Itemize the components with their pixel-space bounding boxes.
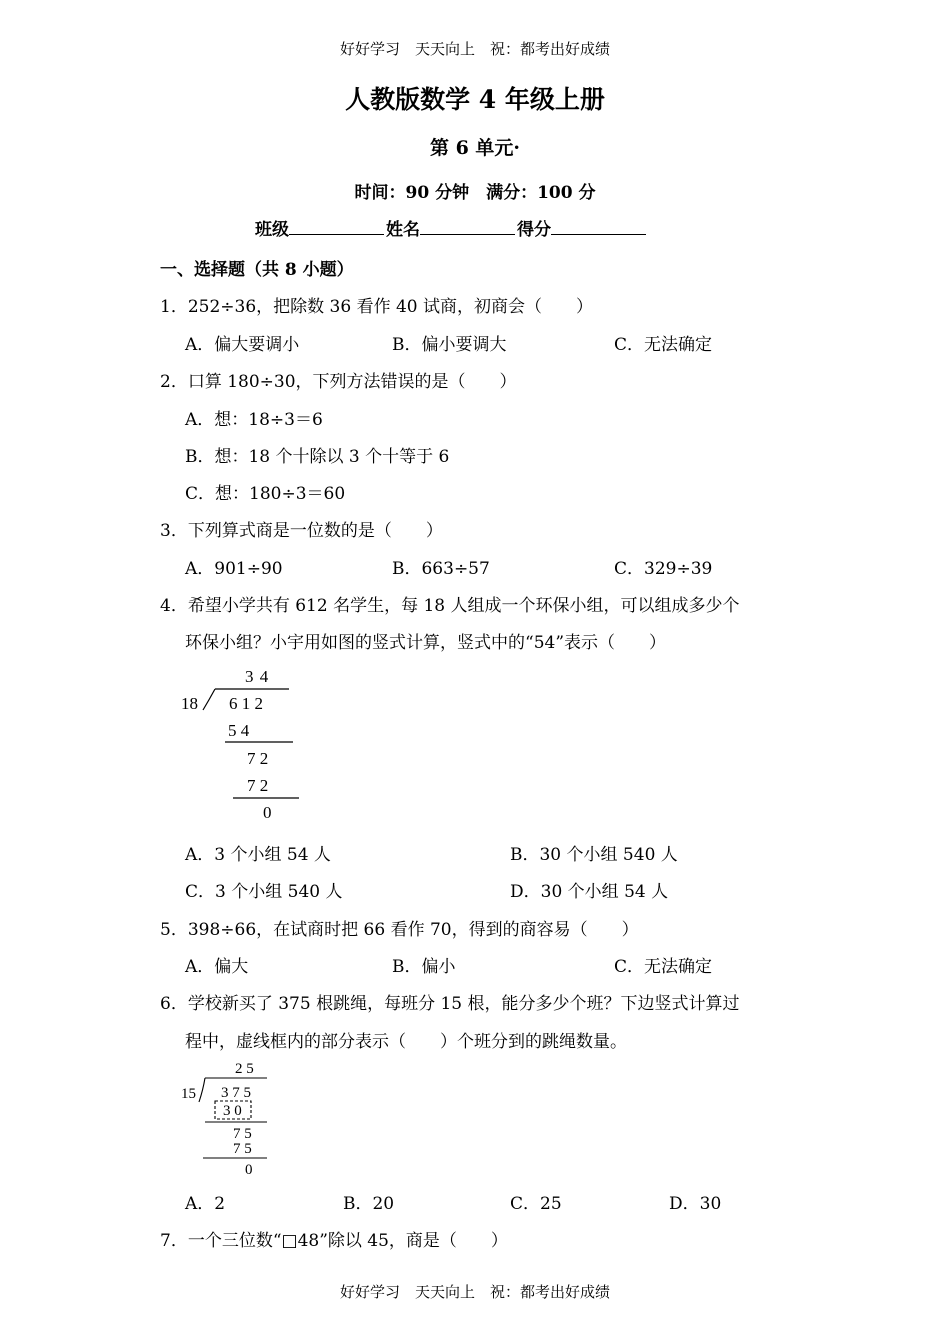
q6-option-b[interactable]: B．20 [343,1194,395,1214]
q3-option-a[interactable]: A．901÷90 [185,559,283,579]
score-label: 得分 [517,220,551,240]
q4-option-d[interactable]: D．30 个小组 54 人 [510,882,669,902]
name-blank[interactable] [420,218,515,235]
question-1: 1．252÷36，把除数 36 看作 40 试商，初商会（ ） [160,297,594,317]
q6-option-a[interactable]: A．2 [185,1194,226,1214]
q4-option-b[interactable]: B．30 个小组 540 人 [510,845,678,865]
q3-option-b[interactable]: B．663÷57 [392,559,490,579]
q5-option-c[interactable]: C．无法确定 [614,957,713,977]
q4-option-a[interactable]: A．3 个小组 54 人 [185,845,331,865]
q4-step-product-2: 7 2 [247,776,269,795]
class-blank[interactable] [289,218,384,235]
q6-option-d[interactable]: D．30 [669,1194,722,1214]
exam-meta: 时间：90 分钟 满分：100 分 [354,183,596,203]
q6-step-remainder-1: 7 5 [233,1126,252,1142]
q4-quotient: 3 4 [245,667,270,686]
q6-step-product-2: 7 5 [233,1141,252,1157]
q1-option-c[interactable]: C．无法确定 [614,335,713,355]
score-blank[interactable] [551,218,646,235]
q5-option-a[interactable]: A．偏大 [185,957,249,977]
page-footer: 好好学习 天天向上 祝：都考出好成绩 [339,1283,610,1301]
q6-option-c[interactable]: C．25 [510,1194,562,1214]
q4-dividend: 6 1 2 [229,694,263,713]
question-3: 3．下列算式商是一位数的是（ ） [160,521,443,541]
question-5: 5．398÷66，在试商时把 66 看作 70，得到的商容易（ ） [160,920,639,940]
student-info-line [255,215,648,240]
unit-title: 第 6 单元· [429,137,521,159]
question-4-line-1: 4．希望小学共有 612 名学生，每 18 人组成一个环保小组，可以组成多少个 [160,596,740,616]
question-6-line-1: 6．学校新买了 375 根跳绳，每班分 15 根，能分多少个班？下边竖式计算过 [160,994,740,1014]
q5-option-b[interactable]: B．偏小 [392,957,456,977]
q4-long-division-figure [175,662,315,824]
question-4-line-2: 环保小组？小宇用如图的竖式计算，竖式中的“54”表示（ ） [185,633,667,653]
q4-divisor: 18 [181,694,198,713]
q6-long-division-figure [175,1058,275,1180]
section-heading: 一、选择题（共 8 小题） [160,260,354,280]
q4-option-c[interactable]: C．3 个小组 540 人 [185,882,343,902]
class-label: 班级 [255,220,289,240]
q3-option-c[interactable]: C．329÷39 [614,559,713,579]
q2-option-b[interactable]: B．想：18 个十除以 3 个十等于 6 [185,447,450,467]
q6-dividend: 3 7 5 [221,1085,251,1101]
q6-quotient: 2 5 [235,1061,254,1077]
q6-remainder: 0 [245,1162,253,1178]
question-6-line-2: 程中，虚线框内的部分表示（ ）个班分到的跳绳数量。 [185,1032,627,1052]
page-header: 好好学习 天天向上 祝：都考出好成绩 [339,40,610,58]
question-2: 2．口算 180÷30，下列方法错误的是（ ） [160,372,517,392]
question-7: 7．一个三位数“□48”除以 45，商是（ ） [160,1231,508,1251]
document-title: 人教版数学 4 年级上册 [345,85,605,114]
q1-option-a[interactable]: A．偏大要调小 [185,335,300,355]
q4-remainder: 0 [263,803,272,822]
q4-step-product-1: 5 4 [228,721,250,740]
name-label: 姓名 [386,220,420,240]
q6-division-bracket [199,1078,205,1102]
q4-step-remainder-1: 7 2 [247,749,269,768]
q2-option-a[interactable]: A．想：18÷3＝6 [185,410,323,430]
q6-step-product-1: 3 0 [223,1103,242,1119]
q4-division-bracket [203,689,215,710]
q1-option-b[interactable]: B．偏小要调大 [392,335,507,355]
q6-divisor: 15 [181,1086,196,1102]
q2-option-c[interactable]: C．想：180÷3＝60 [185,484,346,504]
